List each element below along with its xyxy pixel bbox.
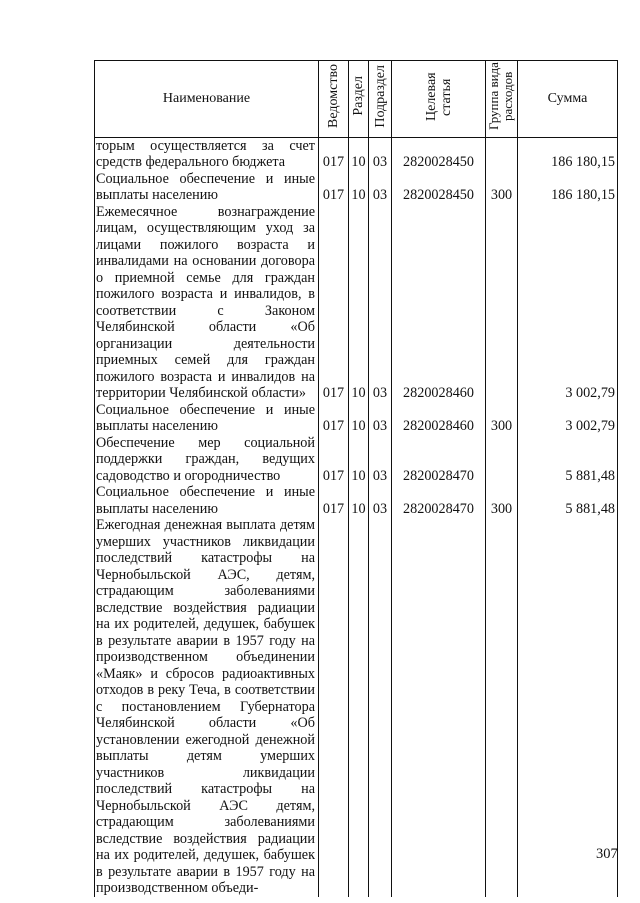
- row-name: Ежемесячное вознаграждение лицам, осуществляющим уход за лицами пожилого возраста и инвалидами на основании договора о приемной семье для граждан пожилого возраста и инвалидов, в соответствии с Законом Челябинской области «Об организации деятельности приемных семей для граждан пожилого возраста и инвалидов на территории Челябинской области»: [95, 204, 319, 402]
- table-row: [95, 402, 618, 435]
- row-razdel: 10: [349, 137, 369, 171]
- table-row: [95, 435, 618, 485]
- row-summa: [518, 517, 618, 897]
- row-razdel: 10: [349, 204, 369, 402]
- row-gruppa: [486, 517, 518, 897]
- row-gruppa: 300: [486, 484, 518, 517]
- row-name: Социальное обеспечение и иные выплаты населению: [95, 171, 319, 204]
- row-celevaya: 2820028460: [392, 402, 486, 435]
- row-name: Социальное обеспечение и иные выплаты населению: [95, 402, 319, 435]
- row-celevaya: 2820028470: [392, 484, 486, 517]
- header-vedomstvo: Ведомство: [319, 61, 349, 138]
- row-celevaya: [392, 517, 486, 897]
- row-gruppa: 300: [486, 171, 518, 204]
- table-row: [95, 484, 618, 517]
- header-name: Наименование: [95, 61, 319, 138]
- table-row: [95, 137, 618, 171]
- row-vedomstvo: [319, 517, 349, 897]
- row-celevaya: 2820028450: [392, 171, 486, 204]
- row-name: торым осуществляется за счет средств федерального бюджета: [95, 137, 319, 171]
- row-vedomstvo: 017: [319, 171, 349, 204]
- row-summa: 186 180,15: [518, 171, 618, 204]
- row-vedomstvo: 017: [319, 204, 349, 402]
- row-podrazdel: 03: [369, 435, 392, 485]
- table-row: [95, 204, 618, 402]
- row-vedomstvo: 017: [319, 402, 349, 435]
- row-podrazdel: [369, 517, 392, 897]
- row-podrazdel: 03: [369, 137, 392, 171]
- row-vedomstvo: 017: [319, 484, 349, 517]
- row-celevaya: 2820028450: [392, 137, 486, 171]
- budget-table: [94, 60, 618, 897]
- row-podrazdel: 03: [369, 171, 392, 204]
- row-summa: 5 881,48: [518, 484, 618, 517]
- row-summa: 3 002,79: [518, 402, 618, 435]
- row-vedomstvo: 017: [319, 137, 349, 171]
- table-header-row: [95, 61, 618, 138]
- row-summa: 5 881,48: [518, 435, 618, 485]
- row-razdel: 10: [349, 402, 369, 435]
- header-summa: Сумма: [518, 61, 618, 138]
- row-gruppa: [486, 435, 518, 485]
- header-razdel: Раздел: [349, 61, 369, 138]
- row-gruppa: [486, 137, 518, 171]
- page-number: 307: [596, 846, 618, 862]
- row-vedomstvo: 017: [319, 435, 349, 485]
- row-celevaya: 2820028460: [392, 204, 486, 402]
- header-podrazdel: Подраздел: [369, 61, 392, 138]
- row-name: Обеспечение мер социальной поддержки граждан, ведущих садоводство и огородничество: [95, 435, 319, 485]
- row-celevaya: 2820028470: [392, 435, 486, 485]
- header-celevaya: Целевая статья: [392, 61, 486, 138]
- row-podrazdel: 03: [369, 204, 392, 402]
- row-podrazdel: 03: [369, 484, 392, 517]
- table-row: [95, 517, 618, 897]
- row-gruppa: 300: [486, 402, 518, 435]
- row-razdel: 10: [349, 171, 369, 204]
- row-summa: 186 180,15: [518, 137, 618, 171]
- row-name: Ежегодная денежная выплата детям умерших участников ликвидации последствий катастрофы на Чернобыльской АЭС, детям, страдающим заболеваниями вследствие воздействия радиации на их родителей, дедушек, бабушек в результате аварии в 1957 году на производственном объединении «Маяк» и сбросов радиоактивных отходов в реку Теча, в соответствии с постановлением Губернатора Челябинской области «Об установлении ежегодной денежной выплаты детям умерших участников ликвидации последствий катастрофы на Чернобыльской АЭС детям, страдающим заболеваниями вследствие воздействия радиации на их родителей, дедушек, бабушек в результате аварии в 1957 году на производственном объеди-: [95, 517, 319, 897]
- row-podrazdel: 03: [369, 402, 392, 435]
- row-name: Социальное обеспечение и иные выплаты населению: [95, 484, 319, 517]
- row-razdel: 10: [349, 484, 369, 517]
- row-gruppa: [486, 204, 518, 402]
- row-razdel: 10: [349, 435, 369, 485]
- row-summa: 3 002,79: [518, 204, 618, 402]
- table-row: [95, 171, 618, 204]
- header-gruppa: Группа вида расходов: [486, 61, 518, 138]
- row-razdel: [349, 517, 369, 897]
